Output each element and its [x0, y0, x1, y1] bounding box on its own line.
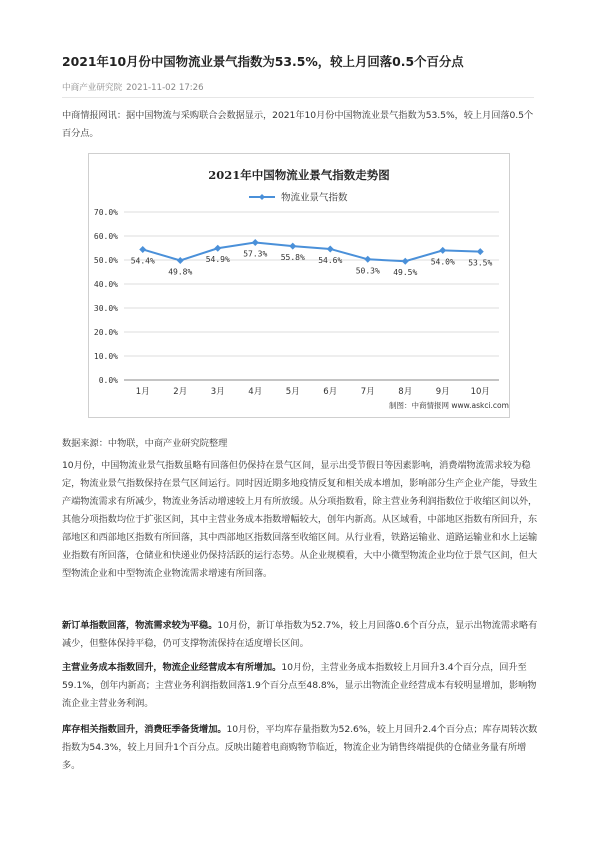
data-label: 50.3%	[355, 266, 380, 276]
y-tick-label: 70.0%	[93, 208, 118, 217]
chart-credit: 制图：中商情报网 www.askci.com	[389, 401, 509, 410]
section-lead: 主营业务成本指数回升，物流企业经营成本有所增加。	[62, 662, 282, 673]
y-tick-label: 40.0%	[93, 280, 118, 289]
y-tick-label: 50.0%	[93, 256, 118, 265]
chart-title: 2021年中国物流业景气指数走势图	[208, 168, 390, 182]
data-point	[327, 245, 334, 252]
y-tick-label: 10.0%	[93, 352, 118, 361]
section-lead: 库存相关指数回升，消费旺季备货增加。	[62, 724, 227, 735]
body-paragraph: 10月份，中国物流业景气指数虽略有回落但仍保持在景气区间，显示出受节假日等因素影响，消费端物流需求较为稳定，物流业景气指数保持在景气区间运行。同时因近期多地疫情反复和相关成本增加，影响部分生产企业产能，导致生产端物流需求有所减少，物流业务活动增速较上月有所放缓。从分项指数看，除主营业务利润指数位于收缩区间以外，其他分项指数均位于扩张区间，其中主营业务成本指数增幅较大，创年内新高。从区域看，中部地区指数有所回升，东部地区和西部地区指数有所回落，其中西部地区指数回落至收缩区间。从行业看，铁路运输业、道路运输业和水上运输业指数有所回落，仓储业和快递业仍保持活跃的运行态势。从企业规模看，大中小微型物流企业均位于景气区间，但大型物流企业和中型物流企业物流需求增速有所回落。	[62, 460, 538, 579]
data-label: 54.0%	[430, 257, 455, 267]
y-tick-label: 20.0%	[93, 328, 118, 337]
x-tick-label: 1月	[135, 387, 150, 397]
x-tick-label: 9月	[435, 387, 450, 397]
data-label: 54.9%	[205, 255, 230, 265]
section-text: 10月份，平均库存量指数为52.6%，较上月回升2.4个百分点；库存周转次数指数为54.3%，较上月回升1个百分点。反映出随着电商购物节临近，物流企业为销售终端提供的仓储业务量有所增多。	[62, 724, 538, 771]
data-point	[402, 258, 409, 265]
data-label: 54.4%	[130, 256, 155, 266]
series-line	[143, 242, 481, 261]
x-tick-label: 2月	[173, 387, 188, 397]
data-point	[139, 246, 146, 253]
x-tick-label: 5月	[285, 387, 300, 397]
section-inventory	[62, 721, 540, 775]
data-source-caption: 数据来源：中物联，中商产业研究院整理	[62, 438, 228, 449]
data-point	[289, 243, 296, 250]
article-datetime: 2021-11-02 17:26	[126, 83, 204, 93]
title-divider	[62, 97, 534, 98]
intro-paragraph: 中商情报网讯：据中国物流与采购联合会数据显示，2021年10月份中国物流业景气指数为53.5%，较上月回落0.5个百分点。	[62, 110, 534, 139]
section-lead: 新订单指数回落，物流需求较为平稳。	[62, 620, 218, 631]
data-label: 49.8%	[168, 267, 193, 277]
section-operating-cost	[62, 659, 540, 713]
y-tick-label: 0.0%	[98, 376, 118, 385]
x-tick-label: 4月	[248, 387, 263, 397]
x-tick-label: 3月	[210, 387, 225, 397]
x-tick-label: 8月	[398, 387, 413, 397]
data-label: 53.5%	[468, 258, 493, 268]
data-label: 49.5%	[393, 268, 418, 278]
data-point	[177, 257, 184, 264]
data-label: 54.6%	[318, 255, 343, 265]
x-tick-label: 10月	[470, 387, 490, 397]
article-meta	[62, 81, 204, 93]
x-tick-label: 7月	[360, 387, 375, 397]
line-chart	[89, 154, 509, 417]
data-point	[477, 248, 484, 255]
data-point	[439, 247, 446, 254]
data-label: 55.8%	[280, 253, 305, 263]
x-tick-label: 6月	[323, 387, 338, 397]
data-label: 57.3%	[243, 249, 268, 259]
legend-label: 物流业景气指数	[281, 192, 348, 204]
legend-marker	[259, 194, 265, 200]
y-tick-label: 60.0%	[93, 232, 118, 241]
data-point	[252, 239, 259, 246]
section-text: 10月份，主营业务成本指数较上月回升3.4个百分点，回升至59.1%，创年内新高；主营业务利润指数回落1.9个百分点至48.8%，显示出物流企业经营成本有较明显增加，影响物流企业主营业务利润。	[62, 662, 537, 709]
chart-frame	[88, 153, 510, 418]
section-text: 10月份，新订单指数为52.7%，较上月回落0.6个百分点，显示出物流需求略有减少，但整体保持平稳，仍可支撑物流保持在适度增长区间。	[62, 620, 538, 649]
article-source[interactable]: 中商产业研究院	[62, 83, 123, 93]
y-tick-label: 30.0%	[93, 304, 118, 313]
article-title: 2021年10月份中国物流业景气指数为53.5%，较上月回落0.5个百分点	[62, 54, 464, 69]
data-point	[214, 245, 221, 252]
data-point	[364, 256, 371, 263]
section-new-orders	[62, 617, 540, 653]
